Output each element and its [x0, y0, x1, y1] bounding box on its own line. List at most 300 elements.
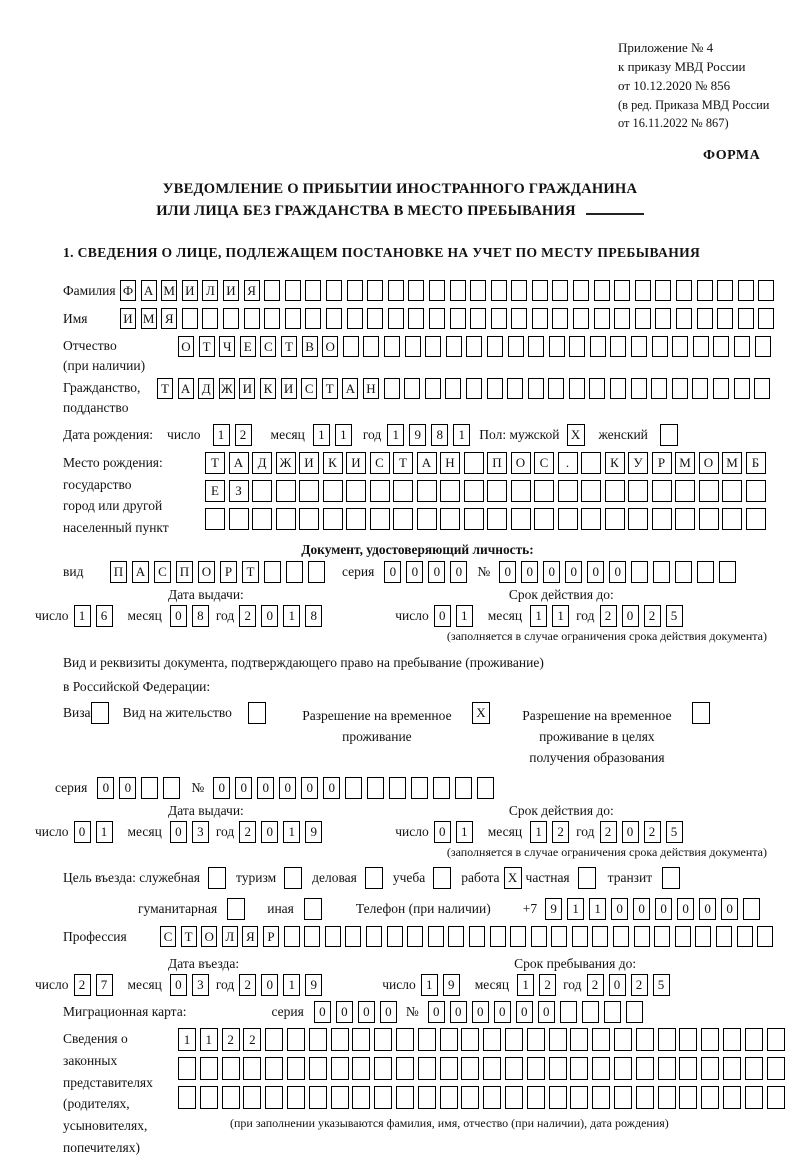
grid-cell[interactable]: А: [178, 378, 194, 399]
grid-cell[interactable]: О: [699, 452, 719, 474]
grid-cell[interactable]: 1: [530, 605, 547, 627]
grid-cell[interactable]: 1: [552, 605, 569, 627]
grid-cell[interactable]: [636, 1086, 654, 1109]
grid-cell[interactable]: 2: [587, 974, 604, 996]
grid-cell[interactable]: [613, 926, 629, 947]
grid-cell[interactable]: [347, 308, 363, 329]
grid-cell[interactable]: 2: [222, 1028, 240, 1051]
grid-cell[interactable]: [569, 336, 585, 357]
grid-cell[interactable]: [483, 1086, 501, 1109]
grid-cell[interactable]: [490, 926, 506, 947]
grid-cell[interactable]: [367, 777, 384, 799]
grid-cell[interactable]: [287, 1057, 305, 1080]
grid-cell[interactable]: 1: [530, 821, 547, 843]
grid-cell[interactable]: [370, 480, 390, 502]
grid-cell[interactable]: 8: [305, 605, 322, 627]
grid-cell[interactable]: [767, 1086, 785, 1109]
grid-cell[interactable]: [466, 378, 482, 399]
grid-cell[interactable]: 0: [434, 605, 451, 627]
grid-cell[interactable]: [734, 336, 750, 357]
grid-cell[interactable]: [628, 480, 648, 502]
grid-cell[interactable]: [734, 378, 750, 399]
grid-cell[interactable]: 2: [631, 974, 648, 996]
grid-cell[interactable]: 0: [472, 1001, 489, 1023]
grid-cell[interactable]: 0: [314, 1001, 331, 1023]
grid-cell[interactable]: [592, 926, 608, 947]
grid-cell[interactable]: Н: [440, 452, 460, 474]
grid-cell[interactable]: В: [302, 336, 318, 357]
grid-cell[interactable]: [464, 508, 484, 530]
grid-cell[interactable]: [304, 898, 322, 920]
grid-cell[interactable]: [440, 480, 460, 502]
grid-cell[interactable]: П: [487, 452, 507, 474]
grid-cell[interactable]: [352, 1086, 370, 1109]
grid-cell[interactable]: [477, 777, 494, 799]
grid-cell[interactable]: Р: [220, 561, 237, 583]
grid-cell[interactable]: [305, 308, 321, 329]
grid-cell[interactable]: [658, 1057, 676, 1080]
grid-cell[interactable]: [429, 308, 445, 329]
grid-cell[interactable]: 1: [421, 974, 438, 996]
grid-cell[interactable]: 0: [406, 561, 423, 583]
grid-cell[interactable]: [284, 867, 302, 889]
grid-cell[interactable]: [722, 508, 742, 530]
grid-cell[interactable]: [244, 308, 260, 329]
grid-cell[interactable]: [675, 926, 691, 947]
grid-cell[interactable]: [511, 308, 527, 329]
grid-cell[interactable]: 1: [589, 898, 606, 920]
grid-cell[interactable]: [746, 508, 766, 530]
grid-cell[interactable]: [610, 378, 626, 399]
grid-cell[interactable]: [367, 308, 383, 329]
grid-cell[interactable]: [345, 777, 362, 799]
grid-cell[interactable]: 0: [358, 1001, 375, 1023]
grid-cell[interactable]: [589, 378, 605, 399]
grid-cell[interactable]: [276, 480, 296, 502]
grid-cell[interactable]: [569, 378, 585, 399]
grid-cell[interactable]: [326, 280, 342, 301]
grid-cell[interactable]: [491, 280, 507, 301]
grid-cell[interactable]: 0: [301, 777, 318, 799]
grid-cell[interactable]: [692, 378, 708, 399]
grid-cell[interactable]: [581, 480, 601, 502]
grid-cell[interactable]: Б: [746, 452, 766, 474]
grid-cell[interactable]: 0: [380, 1001, 397, 1023]
grid-cell[interactable]: [745, 1086, 763, 1109]
grid-cell[interactable]: [202, 308, 218, 329]
grid-cell[interactable]: [614, 1057, 632, 1080]
grid-cell[interactable]: [626, 1001, 643, 1023]
grid-cell[interactable]: [461, 1086, 479, 1109]
grid-cell[interactable]: [631, 561, 648, 583]
grid-cell[interactable]: [163, 777, 180, 799]
grid-cell[interactable]: [655, 280, 671, 301]
grid-cell[interactable]: С: [154, 561, 171, 583]
grid-cell[interactable]: [466, 336, 482, 357]
grid-cell[interactable]: [662, 867, 680, 889]
grid-cell[interactable]: 9: [305, 974, 322, 996]
grid-cell[interactable]: [325, 926, 341, 947]
grid-cell[interactable]: [305, 280, 321, 301]
grid-cell[interactable]: [636, 1057, 654, 1080]
grid-cell[interactable]: [549, 336, 565, 357]
grid-cell[interactable]: 9: [409, 424, 426, 446]
grid-cell[interactable]: [455, 777, 472, 799]
grid-cell[interactable]: 2: [644, 821, 661, 843]
grid-cell[interactable]: [699, 508, 719, 530]
grid-cell[interactable]: [343, 336, 359, 357]
grid-cell[interactable]: [243, 1086, 261, 1109]
grid-cell[interactable]: [469, 926, 485, 947]
grid-cell[interactable]: 2: [644, 605, 661, 627]
grid-cell[interactable]: 3: [192, 821, 209, 843]
grid-cell[interactable]: [346, 508, 366, 530]
grid-cell[interactable]: [652, 480, 672, 502]
grid-cell[interactable]: 0: [611, 898, 628, 920]
grid-cell[interactable]: 0: [543, 561, 560, 583]
grid-cell[interactable]: [387, 926, 403, 947]
grid-cell[interactable]: [635, 308, 651, 329]
grid-cell[interactable]: X: [472, 702, 490, 724]
grid-cell[interactable]: [389, 777, 406, 799]
grid-cell[interactable]: [384, 336, 400, 357]
grid-cell[interactable]: И: [120, 308, 136, 329]
grid-cell[interactable]: [695, 926, 711, 947]
grid-cell[interactable]: [264, 308, 280, 329]
grid-cell[interactable]: [716, 926, 732, 947]
grid-cell[interactable]: [331, 1028, 349, 1051]
grid-cell[interactable]: [570, 1057, 588, 1080]
grid-cell[interactable]: [581, 452, 601, 474]
grid-cell[interactable]: [560, 1001, 577, 1023]
grid-cell[interactable]: 0: [257, 777, 274, 799]
grid-cell[interactable]: [652, 508, 672, 530]
grid-cell[interactable]: [309, 1028, 327, 1051]
grid-cell[interactable]: [505, 1028, 523, 1051]
grid-cell[interactable]: П: [110, 561, 127, 583]
grid-cell[interactable]: 1: [313, 424, 330, 446]
grid-cell[interactable]: Т: [242, 561, 259, 583]
grid-cell[interactable]: [222, 1057, 240, 1080]
grid-cell[interactable]: 0: [170, 605, 187, 627]
grid-cell[interactable]: [264, 561, 281, 583]
grid-cell[interactable]: [719, 561, 736, 583]
grid-cell[interactable]: [284, 926, 300, 947]
grid-cell[interactable]: 0: [587, 561, 604, 583]
grid-cell[interactable]: [229, 508, 249, 530]
grid-cell[interactable]: К: [605, 452, 625, 474]
grid-cell[interactable]: О: [178, 336, 194, 357]
grid-cell[interactable]: К: [323, 452, 343, 474]
grid-cell[interactable]: [746, 480, 766, 502]
grid-cell[interactable]: Я: [244, 280, 260, 301]
grid-cell[interactable]: 5: [666, 605, 683, 627]
grid-cell[interactable]: [578, 867, 596, 889]
grid-cell[interactable]: 0: [97, 777, 114, 799]
grid-cell[interactable]: И: [223, 280, 239, 301]
grid-cell[interactable]: [767, 1028, 785, 1051]
grid-cell[interactable]: К: [260, 378, 276, 399]
grid-cell[interactable]: [508, 336, 524, 357]
grid-cell[interactable]: [551, 926, 567, 947]
grid-cell[interactable]: X: [504, 867, 522, 889]
grid-cell[interactable]: 2: [600, 605, 617, 627]
grid-cell[interactable]: 0: [609, 974, 626, 996]
grid-cell[interactable]: 2: [539, 974, 556, 996]
grid-cell[interactable]: Т: [322, 378, 338, 399]
grid-cell[interactable]: [570, 1028, 588, 1051]
grid-cell[interactable]: 1: [200, 1028, 218, 1051]
grid-cell[interactable]: 1: [74, 605, 91, 627]
grid-cell[interactable]: Р: [263, 926, 279, 947]
grid-cell[interactable]: [323, 508, 343, 530]
grid-cell[interactable]: 5: [666, 821, 683, 843]
grid-cell[interactable]: [672, 378, 688, 399]
grid-cell[interactable]: [605, 508, 625, 530]
grid-cell[interactable]: [631, 378, 647, 399]
grid-cell[interactable]: 0: [384, 561, 401, 583]
grid-cell[interactable]: [692, 702, 710, 724]
grid-cell[interactable]: [614, 280, 630, 301]
grid-cell[interactable]: [464, 480, 484, 502]
grid-cell[interactable]: [614, 1086, 632, 1109]
grid-cell[interactable]: [660, 424, 678, 446]
grid-cell[interactable]: [450, 280, 466, 301]
grid-cell[interactable]: Л: [202, 280, 218, 301]
grid-cell[interactable]: [309, 1057, 327, 1080]
grid-cell[interactable]: О: [201, 926, 217, 947]
grid-cell[interactable]: [755, 336, 771, 357]
grid-cell[interactable]: [363, 336, 379, 357]
grid-cell[interactable]: [590, 336, 606, 357]
grid-cell[interactable]: [697, 280, 713, 301]
grid-cell[interactable]: [384, 378, 400, 399]
grid-cell[interactable]: [299, 508, 319, 530]
grid-cell[interactable]: 9: [443, 974, 460, 996]
grid-cell[interactable]: Д: [198, 378, 214, 399]
grid-cell[interactable]: [252, 508, 272, 530]
grid-cell[interactable]: 2: [600, 821, 617, 843]
grid-cell[interactable]: [672, 336, 688, 357]
grid-cell[interactable]: О: [511, 452, 531, 474]
grid-cell[interactable]: [374, 1028, 392, 1051]
grid-cell[interactable]: Т: [393, 452, 413, 474]
grid-cell[interactable]: [396, 1028, 414, 1051]
grid-cell[interactable]: [425, 378, 441, 399]
grid-cell[interactable]: А: [132, 561, 149, 583]
grid-cell[interactable]: [487, 378, 503, 399]
grid-cell[interactable]: [693, 336, 709, 357]
grid-cell[interactable]: [370, 508, 390, 530]
grid-cell[interactable]: [558, 508, 578, 530]
grid-cell[interactable]: [614, 1028, 632, 1051]
grid-cell[interactable]: [723, 1086, 741, 1109]
grid-cell[interactable]: 1: [283, 974, 300, 996]
grid-cell[interactable]: [252, 480, 272, 502]
grid-cell[interactable]: [743, 898, 760, 920]
grid-cell[interactable]: [592, 1086, 610, 1109]
grid-cell[interactable]: Я: [242, 926, 258, 947]
grid-cell[interactable]: [470, 280, 486, 301]
grid-cell[interactable]: 0: [565, 561, 582, 583]
grid-cell[interactable]: [396, 1057, 414, 1080]
grid-cell[interactable]: А: [141, 280, 157, 301]
grid-cell[interactable]: [655, 308, 671, 329]
grid-cell[interactable]: Д: [252, 452, 272, 474]
grid-cell[interactable]: 0: [721, 898, 738, 920]
grid-cell[interactable]: С: [301, 378, 317, 399]
grid-cell[interactable]: А: [342, 378, 358, 399]
grid-cell[interactable]: [265, 1057, 283, 1080]
grid-cell[interactable]: 0: [428, 1001, 445, 1023]
grid-cell[interactable]: 0: [450, 561, 467, 583]
grid-cell[interactable]: [510, 926, 526, 947]
grid-cell[interactable]: [717, 280, 733, 301]
grid-cell[interactable]: 1: [96, 821, 113, 843]
grid-cell[interactable]: X: [567, 424, 585, 446]
grid-cell[interactable]: [352, 1028, 370, 1051]
grid-cell[interactable]: [461, 1057, 479, 1080]
grid-cell[interactable]: [507, 378, 523, 399]
grid-cell[interactable]: [205, 508, 225, 530]
grid-cell[interactable]: 0: [622, 821, 639, 843]
grid-cell[interactable]: [304, 926, 320, 947]
grid-cell[interactable]: [679, 1028, 697, 1051]
grid-cell[interactable]: И: [346, 452, 366, 474]
grid-cell[interactable]: 1: [283, 605, 300, 627]
grid-cell[interactable]: [487, 508, 507, 530]
grid-cell[interactable]: [573, 308, 589, 329]
grid-cell[interactable]: [717, 308, 733, 329]
grid-cell[interactable]: [433, 777, 450, 799]
grid-cell[interactable]: Т: [199, 336, 215, 357]
grid-cell[interactable]: [572, 926, 588, 947]
grid-cell[interactable]: А: [229, 452, 249, 474]
grid-cell[interactable]: [738, 280, 754, 301]
grid-cell[interactable]: [433, 867, 451, 889]
grid-cell[interactable]: 0: [516, 1001, 533, 1023]
grid-cell[interactable]: [326, 308, 342, 329]
grid-cell[interactable]: Е: [240, 336, 256, 357]
grid-cell[interactable]: [285, 280, 301, 301]
grid-cell[interactable]: [285, 308, 301, 329]
grid-cell[interactable]: 0: [213, 777, 230, 799]
grid-cell[interactable]: [511, 280, 527, 301]
grid-cell[interactable]: [527, 1086, 545, 1109]
grid-cell[interactable]: [91, 702, 109, 724]
grid-cell[interactable]: [440, 1086, 458, 1109]
grid-cell[interactable]: [534, 480, 554, 502]
grid-cell[interactable]: Я: [161, 308, 177, 329]
grid-cell[interactable]: [265, 1086, 283, 1109]
grid-cell[interactable]: [532, 280, 548, 301]
grid-cell[interactable]: 2: [552, 821, 569, 843]
grid-cell[interactable]: [758, 280, 774, 301]
grid-cell[interactable]: [331, 1057, 349, 1080]
grid-cell[interactable]: [404, 378, 420, 399]
grid-cell[interactable]: [679, 1057, 697, 1080]
grid-cell[interactable]: [331, 1086, 349, 1109]
grid-cell[interactable]: [594, 280, 610, 301]
grid-cell[interactable]: [767, 1057, 785, 1080]
grid-cell[interactable]: [634, 926, 650, 947]
grid-cell[interactable]: [286, 561, 303, 583]
grid-cell[interactable]: 1: [567, 898, 584, 920]
grid-cell[interactable]: 2: [235, 424, 252, 446]
grid-cell[interactable]: [549, 1086, 567, 1109]
grid-cell[interactable]: [345, 926, 361, 947]
grid-cell[interactable]: [440, 1057, 458, 1080]
grid-cell[interactable]: 1: [387, 424, 404, 446]
grid-cell[interactable]: [654, 926, 670, 947]
grid-cell[interactable]: [592, 1028, 610, 1051]
grid-cell[interactable]: [548, 378, 564, 399]
grid-cell[interactable]: [470, 308, 486, 329]
grid-cell[interactable]: 9: [545, 898, 562, 920]
grid-cell[interactable]: И: [281, 378, 297, 399]
grid-cell[interactable]: [531, 926, 547, 947]
grid-cell[interactable]: [446, 336, 462, 357]
grid-cell[interactable]: С: [534, 452, 554, 474]
grid-cell[interactable]: Ж: [219, 378, 235, 399]
grid-cell[interactable]: 1: [283, 821, 300, 843]
grid-cell[interactable]: [675, 508, 695, 530]
grid-cell[interactable]: [549, 1057, 567, 1080]
grid-cell[interactable]: [428, 926, 444, 947]
grid-cell[interactable]: [758, 308, 774, 329]
grid-cell[interactable]: [408, 308, 424, 329]
grid-cell[interactable]: З: [229, 480, 249, 502]
grid-cell[interactable]: [532, 308, 548, 329]
grid-cell[interactable]: [483, 1057, 501, 1080]
grid-cell[interactable]: 0: [170, 974, 187, 996]
grid-cell[interactable]: 0: [499, 561, 516, 583]
grid-cell[interactable]: [653, 561, 670, 583]
grid-cell[interactable]: [491, 308, 507, 329]
grid-cell[interactable]: [299, 480, 319, 502]
grid-cell[interactable]: [396, 1086, 414, 1109]
grid-cell[interactable]: 2: [74, 974, 91, 996]
grid-cell[interactable]: [366, 926, 382, 947]
grid-cell[interactable]: 1: [453, 424, 470, 446]
grid-cell[interactable]: [265, 1028, 283, 1051]
grid-cell[interactable]: [697, 308, 713, 329]
grid-cell[interactable]: 5: [653, 974, 670, 996]
grid-cell[interactable]: 1: [456, 821, 473, 843]
grid-cell[interactable]: [407, 926, 423, 947]
grid-cell[interactable]: 0: [279, 777, 296, 799]
grid-cell[interactable]: [651, 378, 667, 399]
grid-cell[interactable]: Л: [222, 926, 238, 947]
grid-cell[interactable]: [223, 308, 239, 329]
grid-cell[interactable]: И: [299, 452, 319, 474]
grid-cell[interactable]: [701, 1086, 719, 1109]
grid-cell[interactable]: [511, 480, 531, 502]
grid-cell[interactable]: 8: [192, 605, 209, 627]
grid-cell[interactable]: 0: [261, 974, 278, 996]
grid-cell[interactable]: [552, 308, 568, 329]
grid-cell[interactable]: 3: [192, 974, 209, 996]
grid-cell[interactable]: Е: [205, 480, 225, 502]
grid-cell[interactable]: С: [260, 336, 276, 357]
grid-cell[interactable]: Т: [205, 452, 225, 474]
grid-cell[interactable]: [374, 1086, 392, 1109]
grid-cell[interactable]: [757, 926, 773, 947]
grid-cell[interactable]: [374, 1057, 392, 1080]
grid-cell[interactable]: 0: [538, 1001, 555, 1023]
grid-cell[interactable]: М: [141, 308, 157, 329]
grid-cell[interactable]: [429, 280, 445, 301]
